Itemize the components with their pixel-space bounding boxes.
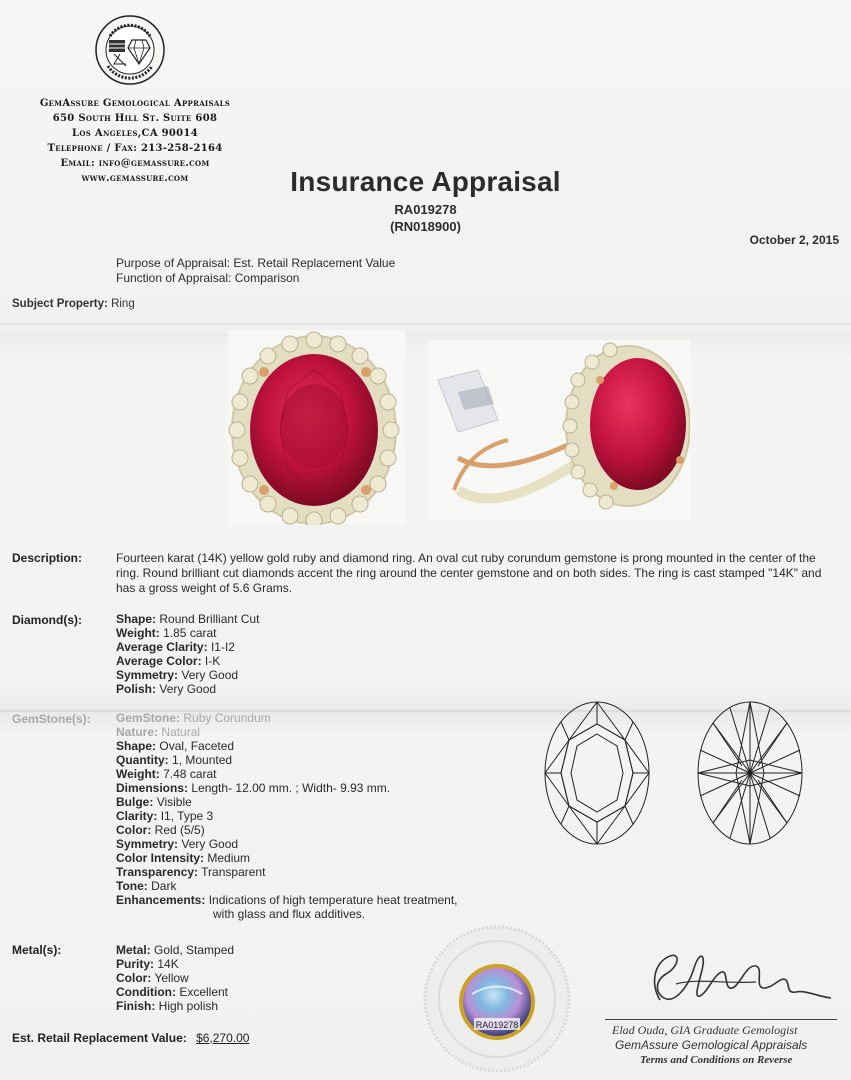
diamonds-label: Diamond(s):	[12, 613, 82, 627]
reference-number: (RN018900)	[390, 219, 461, 234]
purpose-block	[116, 256, 395, 286]
spec-row: Metal: Gold, Stamped	[116, 943, 235, 957]
subject-value: Ring	[111, 298, 135, 310]
spec-row: Weight: 7.48 carat	[116, 767, 217, 781]
gemstone-specs	[116, 711, 458, 921]
spec-row: Transparency: Transparent	[116, 865, 266, 879]
company-phone: Telephone / Fax: 213-258-2164	[47, 143, 223, 154]
gemassure-logo-icon	[94, 14, 166, 86]
spec-row: Symmetry: Very Good	[116, 837, 239, 851]
gemstone-label: GemStone(s):	[12, 712, 91, 726]
metal-label: Metal(s):	[12, 943, 62, 957]
retail-value-label: Est. Retail Replacement Value:	[12, 1031, 187, 1045]
signer-name: Elad Ouda, GIA Graduate Gemologist	[612, 1023, 798, 1037]
oval-pavilion-diagram-icon	[696, 700, 804, 846]
spec-row: Average Color: I-K	[116, 654, 221, 668]
spec-row: Condition: Excellent	[116, 985, 229, 999]
spec-row: Color: Yellow	[116, 971, 189, 985]
diamonds-specs	[116, 612, 259, 696]
subject-label: Subject Property:	[12, 298, 108, 310]
spec-row: Symmetry: Very Good	[116, 668, 239, 682]
spec-row: Quantity: 1, Mounted	[116, 753, 233, 767]
spec-row: Average Clarity: I1-I2	[116, 640, 235, 654]
spec-row: Tone: Dark	[116, 879, 177, 893]
spec-row: Shape: Round Brilliant Cut	[116, 612, 260, 626]
description-label: Description:	[12, 551, 83, 565]
spec-row: Nature: Natural	[116, 725, 201, 739]
spec-row: Clarity: I1, Type 3	[116, 809, 214, 823]
company-address-line2: Los Angeles,CA 90014	[72, 128, 198, 139]
appraisal-number: RA019278	[394, 202, 457, 217]
ring-photo-front	[228, 330, 406, 525]
company-email: Email: info@gemassure.com	[60, 158, 210, 169]
signer-company: GemAssure Gemological Appraisals	[615, 1038, 808, 1052]
function-line: Function of Appraisal: Comparison	[116, 271, 300, 285]
spec-row: GemStone: Ruby Corundum	[116, 711, 271, 725]
appraisal-date: October 2, 2015	[749, 233, 839, 247]
embossed-seal-icon	[422, 924, 572, 1074]
ring-photo-side	[428, 340, 690, 520]
oval-crown-diagram-icon	[543, 700, 651, 846]
company-address-line1: 650 South Hill St. Suite 608	[52, 113, 218, 124]
spec-row-continued: with glass and flux additives.	[213, 907, 366, 921]
spec-row: Purity: 14K	[116, 957, 179, 971]
spec-row: Weight: 1.85 carat	[116, 626, 217, 640]
subject-property	[12, 298, 135, 310]
spec-row: Color Intensity: Medium	[116, 851, 251, 865]
description-text: Fourteen karat (14K) yellow gold ruby and diamond ring. An oval cut ruby corundum gemstone is prong mounted in the center of the ring. Round brilliant cut diamonds accent the ring around the center gemstone and on both sides. The ring is cast stamped "14K" and has a gross weight of 5.6 Grams.	[116, 551, 822, 595]
company-website: www.gemassure.com	[81, 173, 189, 184]
handwritten-signature-icon	[636, 944, 836, 1016]
seal-number: RA019278	[475, 1020, 519, 1030]
spec-row: Shape: Oval, Faceted	[116, 739, 235, 753]
spec-row: Polish: Very Good	[116, 682, 217, 696]
spec-row: Enhancements: Indications of high temperature heat treatment,	[116, 893, 458, 907]
spec-row: Finish: High polish	[116, 999, 219, 1013]
company-name: GemAssure Gemological Appraisals	[39, 98, 231, 109]
document-title: Insurance Appraisal	[290, 166, 561, 197]
fold-line	[0, 323, 851, 325]
retail-value	[12, 1031, 249, 1045]
terms-note: Terms and Conditions on Reverse	[640, 1054, 793, 1066]
spec-row: Bulge: Visible	[116, 795, 192, 809]
metal-specs	[116, 943, 234, 1013]
signature-line	[605, 1019, 837, 1020]
spec-row: Color: Red (5/5)	[116, 823, 205, 837]
spec-row: Dimensions: Length- 12.00 mm. ; Width- 9.93 mm.	[116, 781, 391, 795]
purpose-line: Purpose of Appraisal: Est. Retail Replacement Value	[116, 256, 396, 270]
retail-value-amount: $6,270.00	[196, 1031, 250, 1045]
